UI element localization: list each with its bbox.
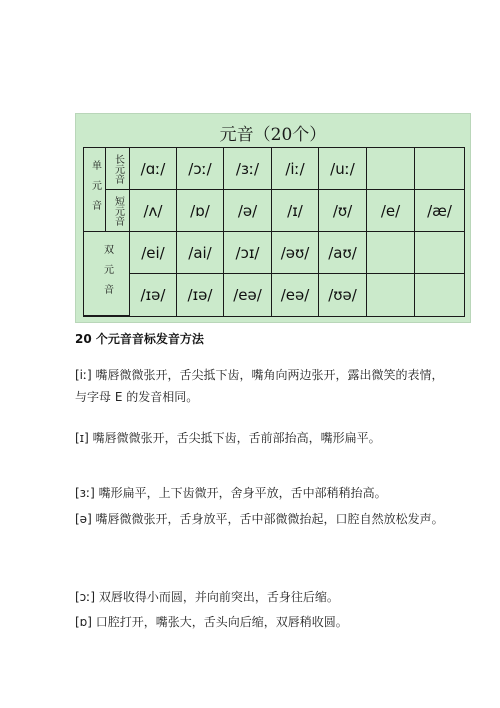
vowel-cell xyxy=(415,148,464,190)
vowel-cell xyxy=(367,232,415,274)
vowel-cell xyxy=(367,148,415,190)
diphthong-label-text: 双元音 xyxy=(101,243,113,304)
vowel-cell: /ɒ/ xyxy=(177,190,224,232)
vowel-table-panel xyxy=(75,113,471,323)
table-title: 元音（20个） xyxy=(219,125,327,145)
vowel-cell: /iː/ xyxy=(272,148,319,190)
vowel-cell xyxy=(415,232,464,274)
section-heading: 20 个元音音标发音方法 xyxy=(75,332,204,346)
vowel-cell: /ei/ xyxy=(130,232,177,274)
vowel-cell: /ʌ/ xyxy=(130,190,177,232)
short-vowel-label xyxy=(106,190,130,232)
monophthong-label-text: 单元音 xyxy=(89,159,101,220)
vowel-cell: /ai/ xyxy=(177,232,224,274)
paragraph: [ɜː] 嘴形扁平，上下齿微开，舍身平放，舌中部稍稍抬高。 xyxy=(75,486,387,500)
vowel-cell: /ɔɪ/ xyxy=(224,232,272,274)
vowel-cell: /æ/ xyxy=(415,190,464,232)
paragraph: [ɒ] 口腔打开，嘴张大，舌头向后缩，双唇稍收圆。 xyxy=(75,615,348,629)
vowel-cell: /əʊ/ xyxy=(272,232,319,274)
paragraph: [ɪ] 嘴唇微微张开，舌尖抵下齿，舌前部抬高，嘴形扁平。 xyxy=(75,431,381,445)
vowel-cell: /ɪə/ xyxy=(177,274,224,316)
vowel-cell xyxy=(415,274,464,316)
vowel-cell: /aʊ/ xyxy=(319,232,367,274)
vowel-cell: /ɑː/ xyxy=(130,148,177,190)
vowel-cell: /ʊ/ xyxy=(319,190,367,232)
vowel-cell: /ɔː/ xyxy=(177,148,224,190)
diphthong-label xyxy=(84,232,130,316)
vowel-cell: /e/ xyxy=(367,190,415,232)
paragraph: [ə] 嘴唇微微张开，舌身放平，舌中部微微抬起，口腔自然放松发声。 xyxy=(75,512,444,526)
paragraph: [iː] 嘴唇微微张开，舌尖抵下齿，嘴角向两边张开，露出微笑的表情，与字母 E 的发音相同。 xyxy=(75,368,444,404)
monophthong-label xyxy=(84,148,106,232)
vowel-cell: /uː/ xyxy=(319,148,367,190)
vowel-cell: /ɜː/ xyxy=(224,148,272,190)
paragraph: [ɔː] 双唇收得小而圆，并向前突出，舌身往后缩。 xyxy=(75,590,339,604)
vowel-cell: /eə/ xyxy=(272,274,319,316)
long-vowel-label xyxy=(106,148,130,190)
vowel-cell: /ɪ/ xyxy=(272,190,319,232)
long-vowel-label-text: 长元音 xyxy=(112,153,124,184)
vowel-cell xyxy=(367,274,415,316)
vowel-grid xyxy=(83,147,465,317)
vowel-cell: /ə/ xyxy=(224,190,272,232)
short-vowel-label-text: 短元音 xyxy=(112,195,124,226)
vowel-cell: /eə/ xyxy=(224,274,272,316)
vowel-cell: /ɪə/ xyxy=(130,274,177,316)
vowel-cell: /ʊə/ xyxy=(319,274,367,316)
